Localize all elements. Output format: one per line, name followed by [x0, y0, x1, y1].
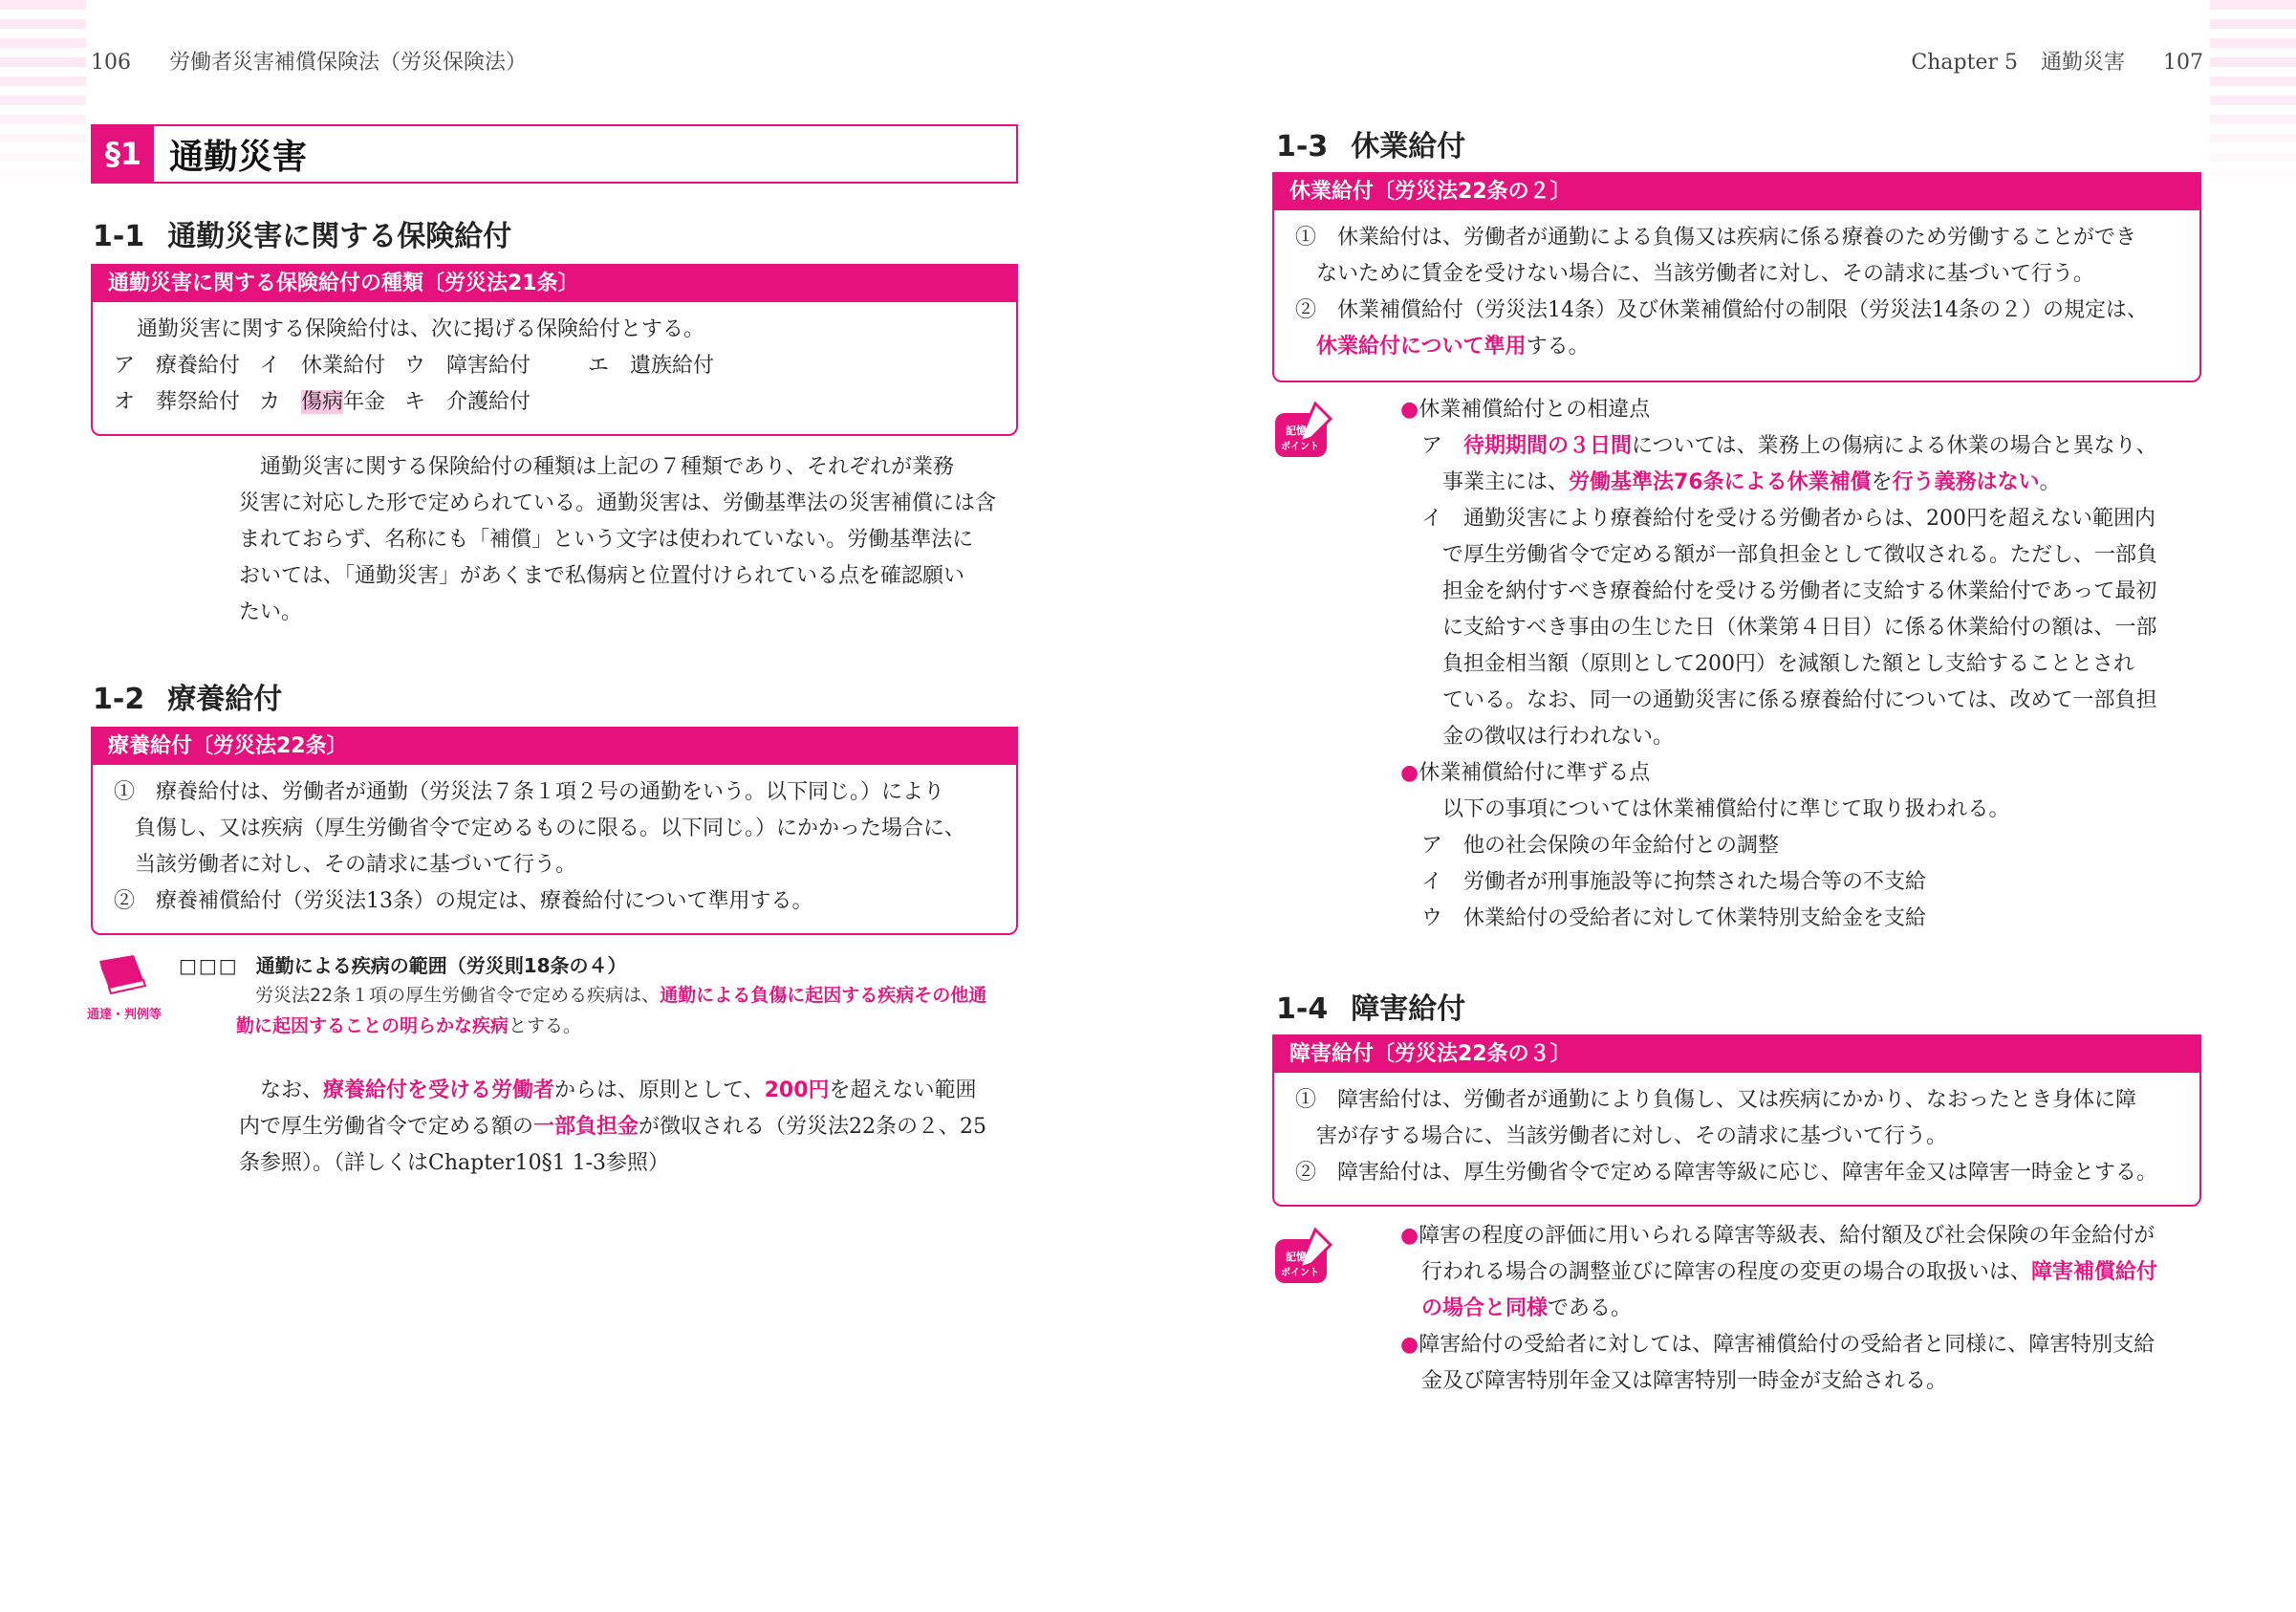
- benefit-item: オ 葬祭給付: [114, 390, 241, 414]
- memo-pen-icon: [1273, 1226, 1334, 1287]
- svg-text:記憶: 記憶: [1286, 425, 1307, 437]
- note-header: [179, 950, 627, 978]
- statute-box-title: 通勤災害に関する保険給付の種類〔労災法21条〕: [93, 266, 1016, 302]
- memo-line: 負担金相当額（原則として200円）を減額した額とし支給することとされ: [1442, 652, 2134, 676]
- heading-number: 1-1: [93, 220, 145, 253]
- section-title: [91, 124, 1018, 184]
- memo-line: で厚生労働省令で定める額が一部負担金として徴収される。ただし、一部負: [1442, 543, 2158, 567]
- benefit-list-row-1: [114, 348, 995, 384]
- memo-bullet: ●休業補償給付との相違点: [1400, 398, 1651, 422]
- commentary-line: おいては、「通勤災害」があくまで私傷病と位置付けられている点を確認願い: [239, 564, 965, 588]
- bullet-icon: ●: [1400, 1333, 1419, 1357]
- heading-1-4: [1276, 985, 1465, 1027]
- memo-block-1-3: [1400, 392, 2203, 937]
- heading-1-1: [93, 212, 511, 254]
- benefit-item: エ 遺族給付: [588, 354, 715, 378]
- statute-box-22-2: [1272, 172, 2201, 382]
- memo-line: 以下の事項については休業補償給付に準じて取り扱われる。: [1442, 797, 2010, 821]
- statute-box-title: 障害給付〔労災法22条の３〕: [1274, 1036, 2199, 1073]
- heading-text: 障害給付: [1351, 992, 1466, 1026]
- statute-box-body: [1274, 210, 2199, 375]
- memo-bullet: ●休業補償給付に準ずる点: [1400, 761, 1651, 785]
- bullet-icon: ●: [1400, 398, 1419, 422]
- statute-box-22: [91, 727, 1018, 935]
- heading-1-3: [1276, 122, 1465, 164]
- memo-line: ウ 休業給付の受給者に対して休業特別支給金を支給: [1421, 906, 1927, 930]
- memo-line: イ 通勤災害により療養給付を受ける労働者からは、200円を超えない範囲内: [1421, 507, 2155, 531]
- copayment-paragraph: [239, 1073, 1018, 1182]
- memo-line: 事業主には、労働基準法76条による休業補償を行う義務はない。: [1442, 470, 2061, 494]
- heading-text: 休業給付: [1351, 130, 1466, 163]
- benefit-item: イ 休業給付: [259, 354, 386, 378]
- note-emphasis: 通勤による負傷に起因する疾病その他通: [660, 985, 987, 1006]
- svg-text:ポイント: ポイント: [1281, 1268, 1319, 1278]
- heading-1-2: [93, 675, 282, 717]
- memo-line: 担金を納付すべき療養給付を受ける労働者に支給する休業給付であって最初: [1442, 579, 2157, 603]
- statute-line: ② 休業補償給付（労災法14条）及び休業補償給付の制限（労災法14条の２）の規定は、: [1295, 298, 2148, 322]
- decorative-stripes-left: [0, 0, 86, 191]
- statute-box-title: 休業給付〔労災法22条の２〕: [1274, 174, 2199, 210]
- commentary-line: 災害に対応した形で定められている。通勤災害は、労働基準法の災害補償には含: [239, 491, 997, 515]
- statute-line: ないために賃金を受けない場合に、当該労働者に対し、その請求に基づいて行う。: [1316, 262, 2095, 286]
- memo-block-1-4: [1400, 1218, 2203, 1400]
- memo-line: 行われる場合の調整並びに障害の程度の変更の場合の取扱いは、障害補償給付: [1421, 1260, 2158, 1284]
- memo-bullet: ●障害の程度の評価に用いられる障害等級表、給付額及び社会保険の年金給付が: [1400, 1224, 2155, 1248]
- heading-number: 1-4: [1276, 992, 1329, 1026]
- chapter-label: Chapter 5: [1911, 51, 2018, 75]
- page-number: 106: [91, 51, 131, 75]
- statute-line: ② 療養補償給付（労災法13条）の規定は、療養給付について準用する。: [114, 889, 813, 913]
- statute-box-title: 療養給付〔労災法22条〕: [93, 729, 1016, 765]
- running-title: 労働者災害補償保険法（労災保険法）: [169, 51, 528, 75]
- note-text: とする。: [509, 1015, 582, 1036]
- note-text: 労災法22条１項の厚生労働省令で定める疾病は、: [255, 985, 661, 1006]
- memo-pen-icon: [1273, 400, 1334, 461]
- bullet-icon: ●: [1400, 761, 1419, 785]
- statute-box-22-3: [1272, 1035, 2201, 1207]
- left-header: [91, 46, 565, 76]
- statute-box-body: [1274, 1073, 2199, 1201]
- law-icon-label: 通達・判例等: [86, 1008, 162, 1022]
- memo-line: に支給すべき事由の生じた日（休業第４日目）に係る休業給付の額は、一部: [1442, 616, 2157, 640]
- heading-number: 1-2: [93, 683, 145, 716]
- copayment-line: 条参照）。（詳しくはChapter10§1 1-3参照）: [239, 1151, 669, 1175]
- commentary-line: まれておらず、名称にも「補償」という文字は使われていない。労働基準法に: [239, 528, 974, 552]
- heading-number: 1-3: [1276, 130, 1329, 163]
- statute-box-body: [93, 302, 1016, 430]
- statute-line: 休業給付について準用する。: [1316, 335, 1590, 359]
- svg-text:記憶: 記憶: [1286, 1251, 1307, 1263]
- statute-intro: 通勤災害に関する保険給付は、次に掲げる保険給付とする。: [137, 317, 705, 341]
- statute-box-21: [91, 264, 1018, 436]
- benefit-list-row-2: [114, 384, 995, 421]
- memo-line: ア 他の社会保険の年金給付との調整: [1421, 834, 1780, 858]
- bullet-icon: ●: [1400, 1224, 1419, 1248]
- memo-line: 金の徴収は行われない。: [1442, 725, 1675, 749]
- memo-line: ア 待期期間の３日間については、業務上の傷病による休業の場合と異なり、: [1421, 434, 2157, 458]
- decorative-stripes-right: [2210, 0, 2296, 191]
- copayment-line: なお、療養給付を受ける労働者からは、原則として、200円を超えない範囲: [260, 1078, 977, 1102]
- copayment-line: 内で厚生労働省令で定める額の一部負担金が徴収される（労災法22条の２、25: [239, 1115, 987, 1139]
- statute-line: ① 障害給付は、労働者が通勤により負傷し、又は疾病にかかり、なおったとき身体に障: [1295, 1088, 2137, 1112]
- chapter-title: 通勤災害: [2040, 51, 2125, 75]
- section-title-text: 通勤災害: [169, 137, 308, 177]
- memo-line: 金及び障害特別年金又は障害特別一時金が支給される。: [1421, 1369, 1948, 1393]
- statute-line: 害が存する場合に、当該労働者に対し、その請求に基づいて行う。: [1316, 1124, 1948, 1148]
- checkboxes: □□□: [179, 954, 239, 977]
- statute-line: ② 障害給付は、厚生労働省令で定める障害等級に応じ、障害年金又は障害一時金とする。: [1295, 1161, 2158, 1185]
- memo-bullet: ●障害給付の受給者に対しては、障害補償給付の受給者と同様に、障害特別支給: [1400, 1333, 2155, 1357]
- svg-text:ポイント: ポイント: [1281, 442, 1319, 452]
- law-book-icon: [86, 951, 162, 1024]
- section-number: §1: [93, 126, 154, 182]
- statute-box-body: [93, 765, 1016, 929]
- benefit-item: ウ 障害給付: [404, 354, 531, 378]
- note-emphasis: 勤に起因することの明らかな疾病: [236, 1015, 509, 1036]
- note-line-2: [236, 1012, 581, 1037]
- highlight-marker: 傷病: [301, 390, 344, 414]
- benefit-item: ア 療養給付: [114, 354, 241, 378]
- heading-text: 療養給付: [167, 683, 283, 716]
- statute-line: ① 療養給付は、労働者が通勤（労災法７条１項２号の通勤をいう。以下同じ。）により: [114, 780, 945, 804]
- statute-line: ① 休業給付は、労働者が通勤による負傷又は疾病に係る療養のため労働することができ: [1295, 226, 2137, 250]
- note-title: 通勤による疾病の範囲（労災則18条の４）: [255, 954, 627, 977]
- page-number: 107: [2163, 51, 2203, 75]
- benefit-item: キ 介護給付: [404, 390, 531, 414]
- commentary-paragraph: [239, 449, 1018, 631]
- memo-line: イ 労働者が刑事施設等に拘禁された場合等の不支給: [1421, 870, 1927, 894]
- statute-line: 負傷し、又は疾病（厚生労働省令で定めるものに限る。以下同じ。）にかかった場合に、: [135, 817, 966, 840]
- commentary-line: 通勤災害に関する保険給付の種類は上記の７種類であり、それぞれが業務: [260, 455, 955, 479]
- heading-text: 通勤災害に関する保険給付: [167, 220, 512, 253]
- statute-line: 当該労働者に対し、その請求に基づいて行う。: [135, 853, 577, 877]
- memo-line: の場合と同様である。: [1421, 1296, 1633, 1320]
- commentary-line: たい。: [239, 600, 303, 624]
- right-header: [1911, 46, 2203, 76]
- benefit-item: カ 傷病年金: [259, 390, 386, 414]
- note-line-1: [255, 981, 986, 1007]
- memo-line: ている。なお、同一の通勤災害に係る療養給付については、改めて一部負担: [1442, 688, 2157, 712]
